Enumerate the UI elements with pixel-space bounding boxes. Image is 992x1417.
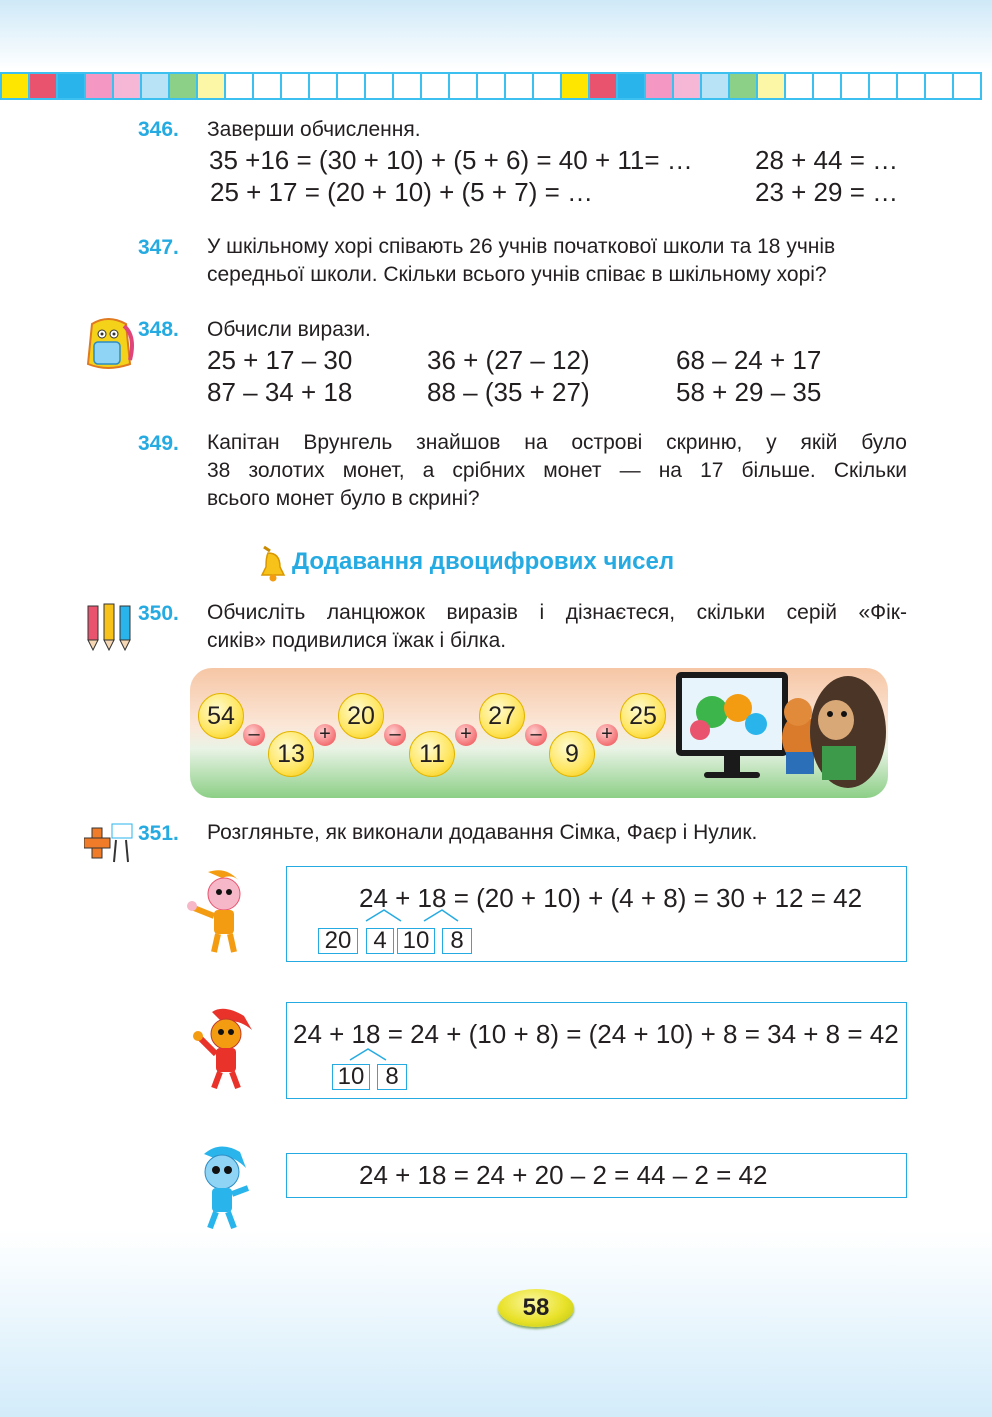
exercise-348-expr: 68 – 24 + 17 bbox=[676, 345, 822, 375]
exercise-350-line-2: сиків» подивилися їжак і білка. bbox=[207, 629, 507, 652]
split-box: 4 bbox=[366, 928, 394, 954]
stripe-cell bbox=[142, 72, 170, 100]
exercise-351-number: 351. bbox=[138, 822, 179, 845]
stripe-cell bbox=[842, 72, 870, 100]
stripe-cell bbox=[366, 72, 394, 100]
exercise-350-line-1: Обчисліть ланцюжок виразів і дізнаєтеся, скільки серій «Фік- bbox=[207, 601, 907, 624]
stripe-cell bbox=[478, 72, 506, 100]
stripe-cell bbox=[702, 72, 730, 100]
stripe-cell bbox=[30, 72, 58, 100]
plus-sign: + bbox=[596, 724, 618, 746]
stripe-cell bbox=[86, 72, 114, 100]
stripe-cell bbox=[506, 72, 534, 100]
backpack-icon bbox=[80, 316, 138, 372]
stripe-cell bbox=[310, 72, 338, 100]
stripe-cell bbox=[926, 72, 954, 100]
chain-number: 20 bbox=[338, 693, 384, 739]
stripe-cell bbox=[282, 72, 310, 100]
stripe-cell bbox=[0, 72, 30, 100]
exercise-346-expr-3: 25 + 17 = (20 + 10) + (5 + 7) = … bbox=[210, 177, 594, 207]
chain-number: 9 bbox=[549, 731, 595, 777]
stripe-cell bbox=[198, 72, 226, 100]
stripe-cell bbox=[786, 72, 814, 100]
exercise-349-number: 349. bbox=[138, 432, 179, 455]
chain-number: 13 bbox=[268, 731, 314, 777]
exercise-347-number: 347. bbox=[138, 236, 179, 259]
exercise-347-text bbox=[207, 233, 907, 289]
stripe-cell bbox=[254, 72, 282, 100]
exercise-349-text bbox=[207, 429, 907, 513]
exercise-349-line-1: Капітан Врунгель знайшов на острові скриню, у якій було bbox=[207, 431, 907, 454]
top-decorative-stripe bbox=[0, 72, 992, 100]
fire-character-illustration bbox=[188, 1008, 260, 1092]
plus-sign: + bbox=[314, 724, 336, 746]
stripe-cell bbox=[422, 72, 450, 100]
exercise-348-task: Обчисли вирази. bbox=[207, 318, 371, 341]
exercise-350-number: 350. bbox=[138, 602, 179, 625]
stripe-cell bbox=[226, 72, 254, 100]
number-chain-banner bbox=[190, 668, 888, 798]
chain-number: 54 bbox=[198, 693, 244, 739]
stripe-cell bbox=[646, 72, 674, 100]
chain-number: 27 bbox=[479, 693, 525, 739]
fire-equation: 24 + 18 = 24 + (10 + 8) = (24 + 10) + 8 = 34 + 8 = 42 bbox=[293, 1019, 899, 1049]
stripe-cell bbox=[898, 72, 926, 100]
stripe-cell bbox=[450, 72, 478, 100]
nulik-character-illustration bbox=[190, 1144, 254, 1232]
stripe-cell bbox=[58, 72, 86, 100]
minus-sign: – bbox=[384, 724, 406, 746]
exercise-346-task: Заверши обчислення. bbox=[207, 118, 421, 141]
stripe-cell bbox=[534, 72, 562, 100]
chain-number: 11 bbox=[409, 731, 455, 777]
stripe-cell bbox=[954, 72, 982, 100]
exercise-349-line-3: всього монет було в скрині? bbox=[207, 487, 480, 510]
chain-number: 25 bbox=[620, 693, 666, 739]
split-box: 8 bbox=[442, 928, 472, 954]
stripe-cell bbox=[758, 72, 786, 100]
nulik-equation: 24 + 18 = 24 + 20 – 2 = 44 – 2 = 42 bbox=[359, 1160, 768, 1190]
pencils-icon bbox=[82, 600, 138, 652]
exercise-351-task: Розгляньте, як виконали додавання Сімка, Фаєр і Нулик. bbox=[207, 821, 758, 844]
exercise-348-expr: 25 + 17 – 30 bbox=[207, 345, 353, 375]
bell-icon bbox=[258, 545, 288, 583]
simka-character-illustration bbox=[186, 868, 254, 956]
tv-with-characters-illustration bbox=[670, 668, 888, 798]
exercise-347-line-2: середньої школи. Скільки всього учнів співає в шкільному хорі? bbox=[207, 263, 827, 286]
exercise-346-number: 346. bbox=[138, 118, 179, 141]
exercise-346-expr-4: 23 + 29 = … bbox=[755, 177, 899, 207]
plus-sign: + bbox=[455, 724, 477, 746]
exercise-347-line-1: У шкільному хорі співають 26 учнів початкової школи та 18 учнів bbox=[207, 235, 836, 258]
stripe-cell bbox=[618, 72, 646, 100]
stripe-cell bbox=[674, 72, 702, 100]
stripe-cell bbox=[562, 72, 590, 100]
plus-character-icon bbox=[84, 818, 138, 866]
stripe-cell bbox=[170, 72, 198, 100]
exercise-348-expr: 88 – (35 + 27) bbox=[427, 377, 590, 407]
stripe-cell bbox=[114, 72, 142, 100]
exercise-346-expr-2: 28 + 44 = … bbox=[755, 145, 899, 175]
stripe-cell bbox=[814, 72, 842, 100]
exercise-346-expr-1: 35 +16 = (30 + 10) + (5 + 6) = 40 + 11= … bbox=[209, 145, 693, 175]
page-number-badge: 58 bbox=[498, 1289, 574, 1327]
split-box: 8 bbox=[377, 1064, 407, 1090]
stripe-cell bbox=[338, 72, 366, 100]
exercise-348-expr: 87 – 34 + 18 bbox=[207, 377, 353, 407]
exercise-350-text bbox=[207, 599, 907, 655]
exercise-349-line-2: 38 золотих монет, а срібних монет — на 17 більше. Скільки bbox=[207, 459, 907, 482]
exercise-348-expr: 58 + 29 – 35 bbox=[676, 377, 822, 407]
split-box: 10 bbox=[397, 928, 435, 954]
minus-sign: – bbox=[243, 724, 265, 746]
split-box: 10 bbox=[332, 1064, 370, 1090]
split-box: 20 bbox=[318, 928, 358, 954]
exercise-348-expr: 36 + (27 – 12) bbox=[427, 345, 590, 375]
stripe-cell bbox=[590, 72, 618, 100]
minus-sign: – bbox=[525, 724, 547, 746]
stripe-cell bbox=[394, 72, 422, 100]
stripe-cell bbox=[870, 72, 898, 100]
exercise-348-number: 348. bbox=[138, 318, 179, 341]
section-title: Додавання двоцифрових чисел bbox=[292, 548, 675, 575]
simka-equation: 24 + 18 = (20 + 10) + (4 + 8) = 30 + 12 = 42 bbox=[359, 883, 863, 913]
stripe-cell bbox=[730, 72, 758, 100]
